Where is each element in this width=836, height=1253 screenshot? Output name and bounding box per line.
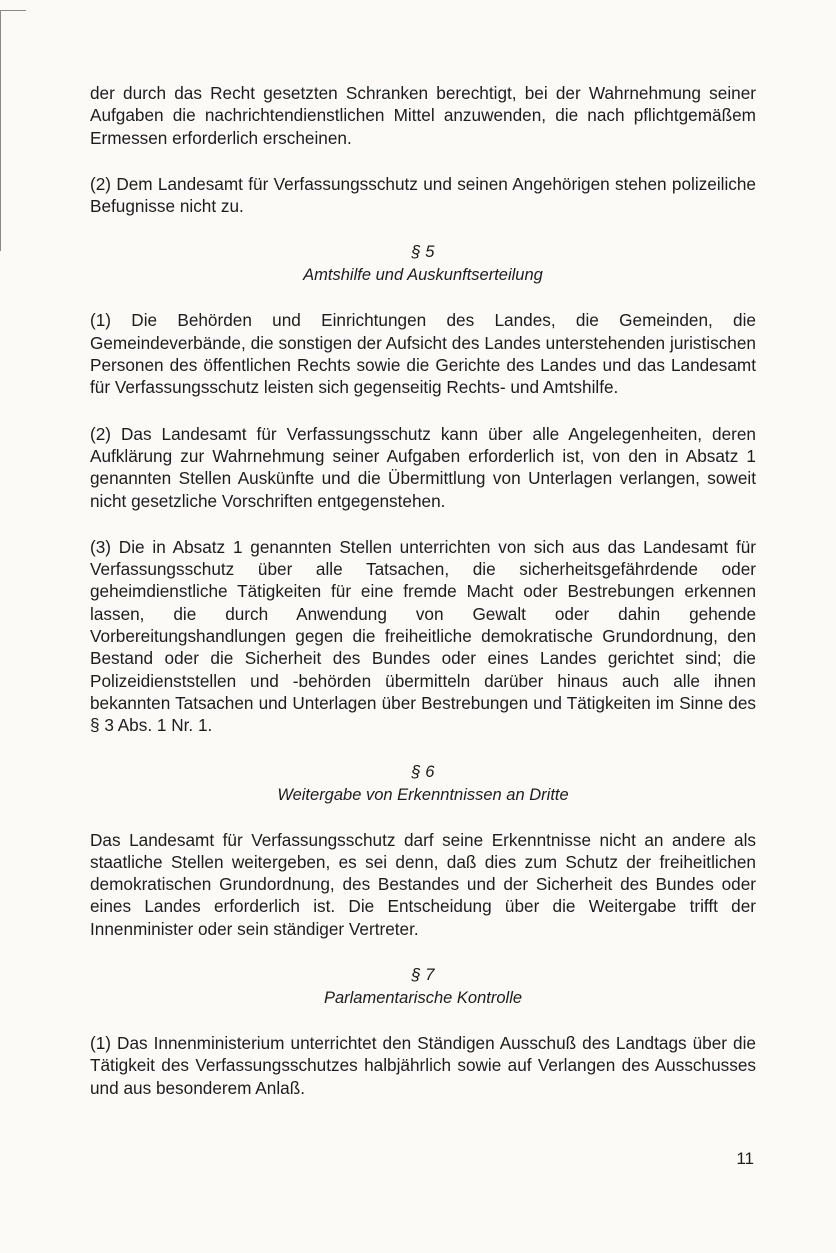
crop-mark bbox=[0, 10, 26, 251]
paragraph-section4-2: (2) Dem Landesamt für Verfassungsschutz und seinen Angehörigen stehen polizeiliche Befugnisse nicht zu. bbox=[90, 173, 756, 217]
paragraph-section5-2: (2) Das Landesamt für Verfassungsschutz kann über alle Angelegenheiten, deren Aufklärung zur Wahrnehmung seiner Aufgaben erforderlich ist, von den in Absatz 1 genannten Stellen Auskünfte und die Übermittlung von Unterlagen verlangen, soweit nicht gesetzliche Vorschriften entgegenstehen. bbox=[90, 423, 756, 511]
paragraph-section7-1: (1) Das Innenministerium unterrichtet den Ständigen Ausschuß des Landtags über die Tätigkeit des Verfassungsschutzes halbjährlich sowie auf Verlangen des Ausschusses und aus besonderem Anlaß. bbox=[90, 1033, 756, 1098]
section-7-title: Parlamentarische Kontrolle bbox=[323, 989, 523, 1008]
paragraph-section5-3: (3) Die in Absatz 1 genannten Stellen unterrichten von sich aus das Landesamt für Verfassungsschutz über alle Tatsachen, die sicherheitsgefährdende oder geheimdienstliche Tätigkeiten für eine fremde Macht oder Bestrebungen erkennen lassen, die durch Anwendung von Gewalt oder dahin gehende Vorbereitungshandlungen gegen die freiheitliche demokratische Grundordnung, den Bestand oder die Sicherheit des Bundes oder eines Landes gerichtet sind; die Polizeidienststellen und -behörden übermitteln darüber hinaus auch alle ihnen bekannten Tatsachen und Unterlagen über Bestrebungen und Tätigkeiten im Sinne des § 3 Abs. 1 Nr. 1. bbox=[90, 536, 756, 736]
section-6-title: Weitergabe von Erkenntnissen an Dritte bbox=[277, 785, 569, 804]
page-number: 11 bbox=[736, 1149, 754, 1168]
paragraph-continuation: der durch das Recht gesetzten Schranken berechtigt, bei der Wahrnehmung seiner Aufgaben die nachrichtendienstlichen Mittel anzuwenden, die nach pflichtgemäßem Ermessen erforderlich erscheinen. bbox=[90, 83, 756, 148]
document-page bbox=[90, 82, 756, 1123]
section-7-number: § 7 bbox=[411, 966, 435, 985]
paragraph-section6: Das Landesamt für Verfassungsschutz darf seine Erkenntnisse nicht an andere als staatliche Stellen weitergeben, es sei denn, daß dies zum Schutz der freiheitlichen demokratischen Grundordnung, des Bestandes und der Sicherheit des Bundes oder eines Landes erforderlich ist. Die Entscheidung über die Weitergabe trifft der Innenminister oder sein ständiger Vertreter. bbox=[90, 829, 756, 939]
section-5-number: § 5 bbox=[411, 243, 435, 262]
paragraph-section5-1: (1) Die Behörden und Einrichtungen des Landes, die Gemeinden, die Gemeindeverbände, die sonstigen der Aufsicht des Landes unterstehenden juristischen Personen des öffentlichen Rechts sowie die Gerichte des Landes und das Landesamt für Verfassungsschutz leisten sich gegenseitig Rechts- und Amtshilfe. bbox=[90, 310, 756, 398]
section-6-number: § 6 bbox=[411, 762, 435, 781]
section-5-title: Amtshilfe und Auskunftserteilung bbox=[303, 266, 543, 285]
